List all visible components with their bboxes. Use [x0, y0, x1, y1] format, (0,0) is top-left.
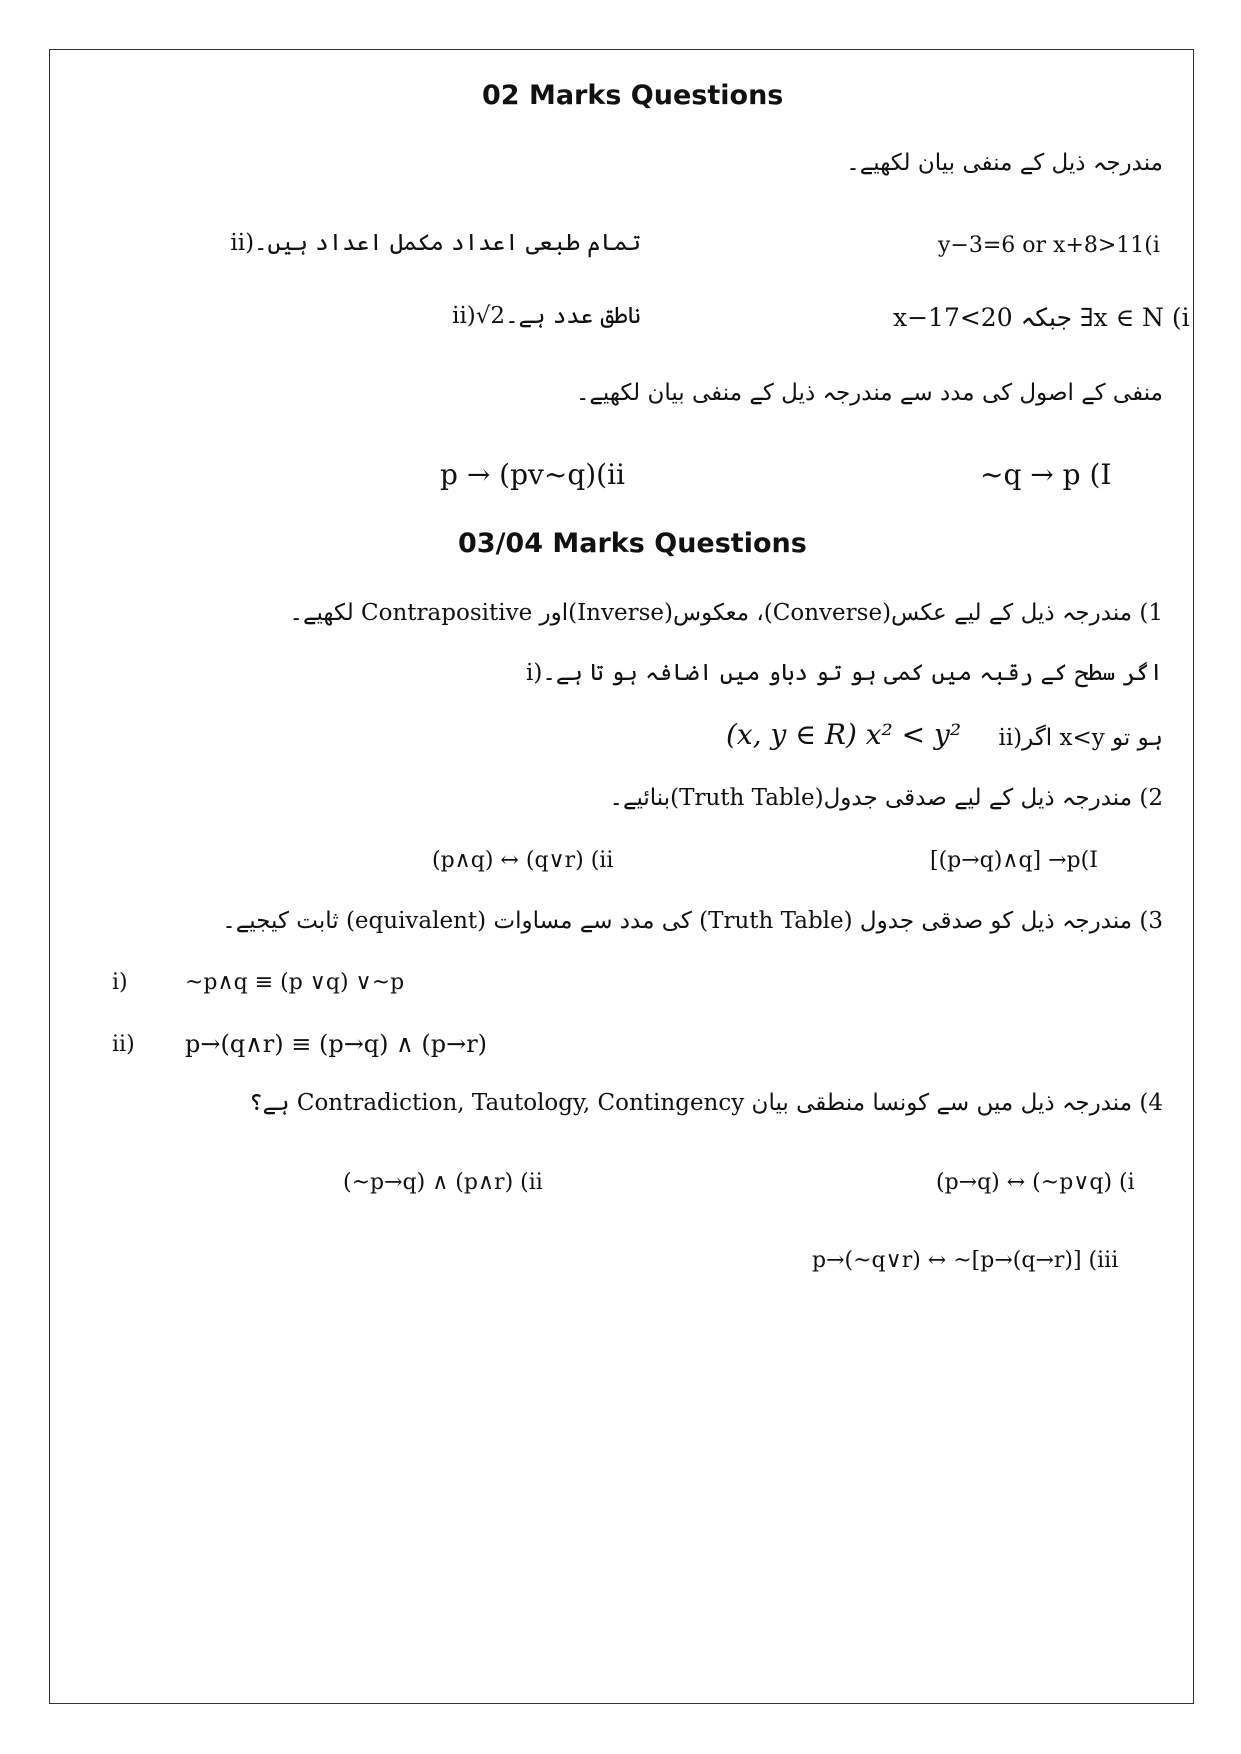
- s2-q2-row1-left: (p∧q) ↔ (q∨r) (ii: [432, 848, 614, 873]
- q2-row1-right: ~q → p (I: [980, 458, 1112, 491]
- q1-instruction: مندرجہ ذیل کے منفی بیان لکھیے۔: [846, 150, 1163, 176]
- s2-q3-item-num: ii): [112, 1032, 135, 1057]
- section-heading-2-marks: 02 Marks Questions: [482, 80, 784, 111]
- s2-q2-instruction: 2) مندرجہ ذیل کے لیے صدقی جدول(Truth Table)بنائیے۔: [609, 785, 1163, 811]
- s2-q1-part-ii-prefix: ii)اگر x<y ہو تو: [998, 725, 1163, 751]
- q1-row1-left: ii)تمام طبعی اعداد مکمل اعداد ہیں۔: [230, 230, 641, 256]
- s2-q3-item-num: i): [112, 970, 128, 995]
- s2-q4-row1-left: (~p→q) ∧ (p∧r) (ii: [343, 1170, 543, 1195]
- q2-instruction: منفی کے اصول کی مدد سے مندرجہ ذیل کے منفی بیان لکھیے۔: [575, 380, 1163, 406]
- s2-q4-row2-right: p→(~q∨r) ↔ ~[p→(q→r)] (iii: [812, 1248, 1119, 1273]
- s2-q1-part-ii-math: (x, y ∈ R) x² < y²: [726, 718, 962, 751]
- s2-q2-row1-right: [(p→q)∧q] →p(I: [930, 848, 1098, 873]
- section-heading-3-4-marks: 03/04 Marks Questions: [458, 528, 807, 559]
- q1-row2-right: x−17<20 جبکہ ∃x ∈ N (i: [893, 303, 1190, 332]
- s2-q4-row1-right: (p→q) ↔ (~p∨q) (i: [936, 1170, 1135, 1195]
- q1-row2-left: ii)√2ناطق عدد ہے۔: [452, 303, 641, 329]
- s2-q1-instruction: 1) مندرجہ ذیل کے لیے عکس(Converse)، معکوس(Inverse)اور Contrapositive لکھیے۔: [289, 600, 1163, 626]
- s2-q3-item-expr: ~p∧q ≡ (p ∨q) ∨~p: [185, 970, 405, 995]
- page-border: [49, 49, 1194, 1704]
- s2-q3-item-expr: p→(q∧r) ≡ (p→q) ∧ (p→r): [185, 1030, 488, 1058]
- q2-row1-left: p → (pv~q)(ii: [440, 458, 625, 491]
- s2-q4-instruction: 4) مندرجہ ذیل میں سے کونسا منطقی بیان Contradiction, Tautology, Contingency ہے؟: [249, 1090, 1163, 1116]
- q1-row1-right: y−3=6 or x+8>11(i: [938, 233, 1160, 258]
- s2-q3-instruction: 3) مندرجہ ذیل کو صدقی جدول (Truth Table) کی مدد سے مساوات (equivalent) ثابت کیجیے۔: [222, 908, 1163, 934]
- s2-q1-part-i: i)اگر سطح کے رقبہ میں کمی ہو تو دباو میں اضافہ ہو تا ہے۔: [526, 660, 1163, 686]
